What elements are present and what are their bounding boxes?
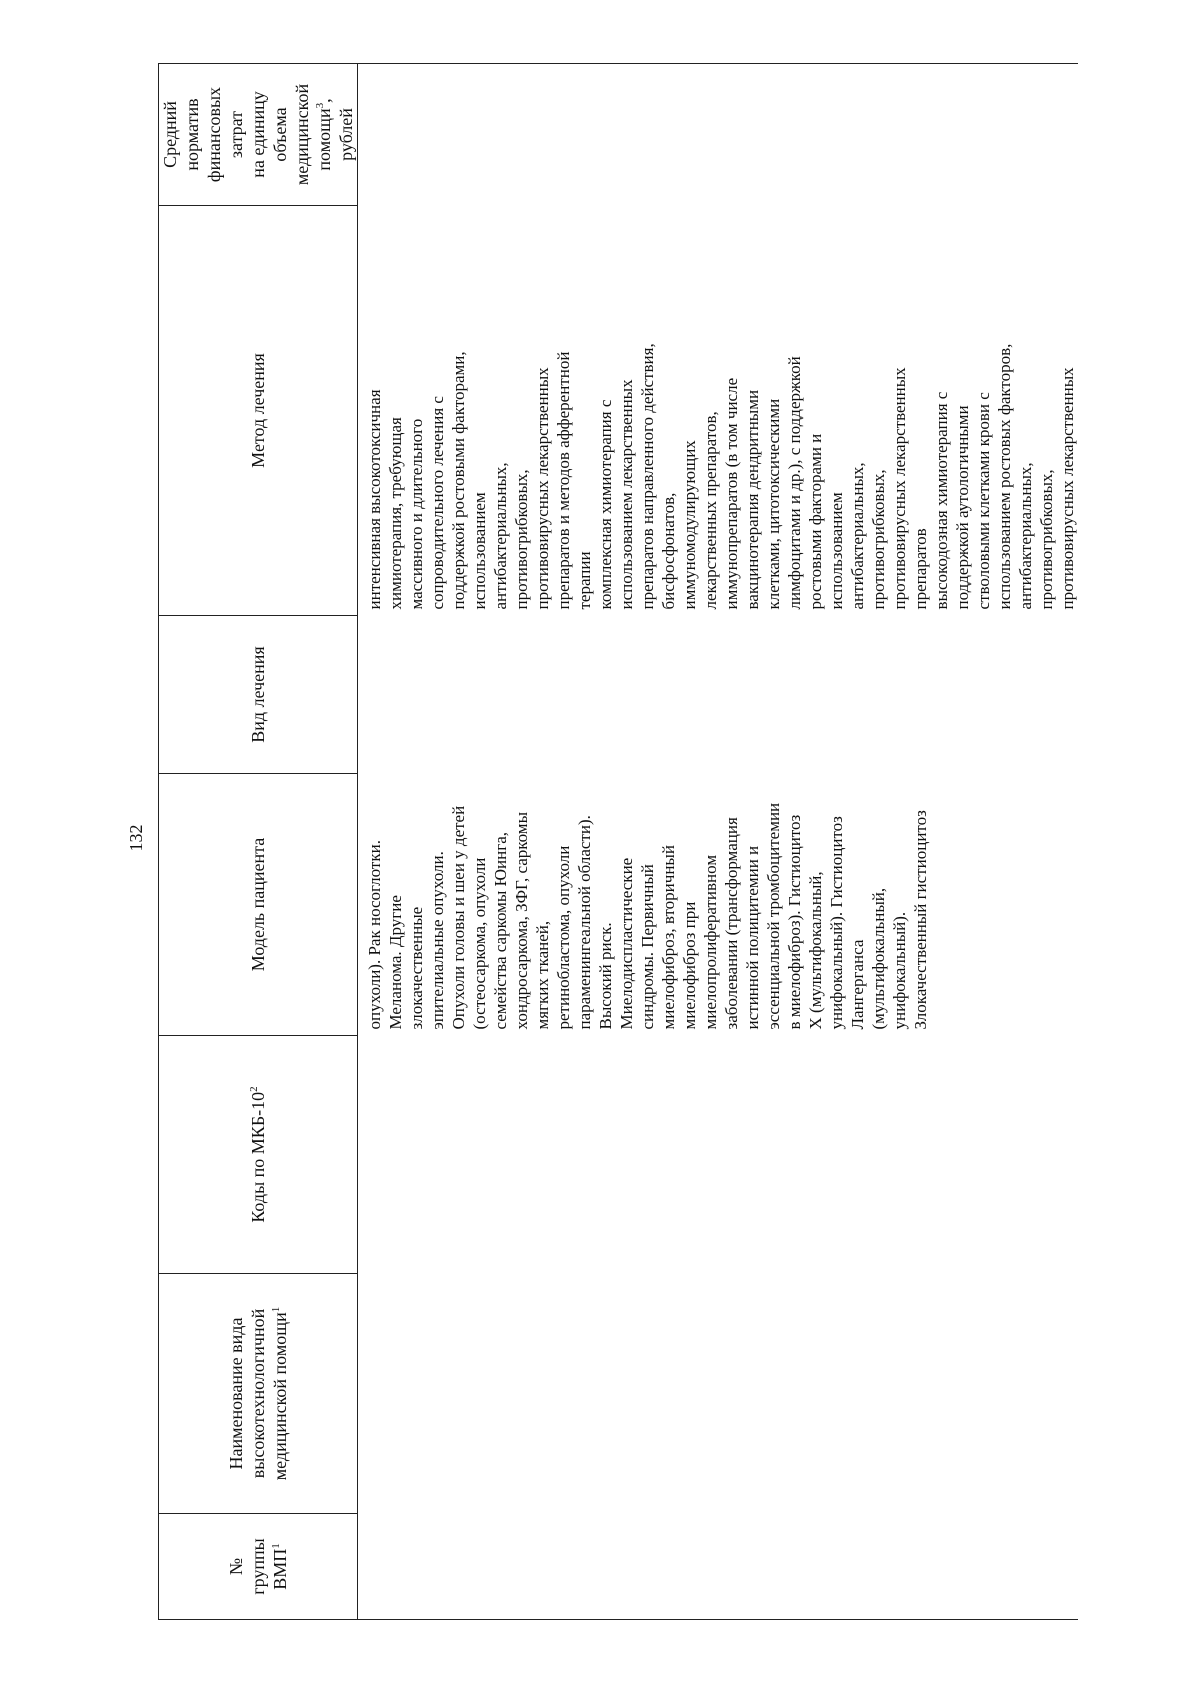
cell-average-cost (358, 64, 1079, 206)
rotated-table-container (158, 64, 1080, 1620)
page-number: 132 (126, 824, 146, 852)
footnote-mark: 1 (270, 1543, 282, 1549)
header-average-cost-unit: , рублей (314, 98, 356, 161)
header-group-number (159, 1514, 358, 1620)
table-header-row (159, 64, 358, 1620)
header-group-number-text: № группы ВМП (226, 1538, 290, 1595)
cell-patient-model (358, 774, 1079, 1036)
patient-model-text: опухоли). Рак носоглотки. Меланома. Другие злокачественные эпителиальные опухоли. Опухоли головы и шеи у детей (остеосаркома, опухоли семейства саркомы Юинга, хондросаркома, ЗФГ, саркомы мягких тканей, ретинобластома, опухоли параменингеальной области). Высокий риск. Миелодиспластические синдромы. Первичный миелофиброз, вторичный миелофиброз при миелопролиферативном заболевании (трансформация истинной полицитемии и эссенциальной тромбоцитемии в миелофиброз). Гистиоцитоз Х (мультифокальный, унифокальный). Гистиоцитоз Лангерганса (мультифокальный, унифокальный). Злокачественный гистиоцитоз (365, 802, 930, 1030)
footnote-mark: 2 (248, 1086, 260, 1092)
header-treatment-type-text: Вид лечения (248, 646, 268, 743)
header-patient-model (159, 774, 358, 1036)
header-treatment-type (159, 616, 358, 774)
header-treatment-method-text: Метод лечения (248, 353, 268, 468)
cell-treatment-method (358, 206, 1079, 616)
cell-icd-codes (358, 1036, 1079, 1274)
header-vmp-name (159, 1274, 358, 1514)
cell-vmp-name (358, 1274, 1079, 1514)
header-average-cost (159, 64, 358, 206)
header-patient-model-text: Модель пациента (248, 837, 268, 972)
header-icd-codes-text: Коды по МКБ-10 (248, 1091, 268, 1223)
footnote-mark: 3 (314, 102, 326, 109)
cell-treatment-type (358, 616, 1079, 774)
vmp-table (158, 63, 1078, 1620)
cell-group-number (358, 1514, 1079, 1620)
header-vmp-name-text: Наименование вида высокотехнологичной медицинской помощи (226, 1308, 290, 1481)
header-treatment-method (159, 206, 358, 616)
treatment-method-text: интенсивная высокотоксичная химиотерапия, требующая массивного и длительного сопроводительного лечения с поддержкой ростовыми факторами, использованием антибактериальных, противогрибковых, противовирусных лекарственных препаратов и методов афферентной терапии комплексная химиотерапия с использованием лекарственных препаратов направленного действия, бисфосфонатов, иммуномодулирующих лекарственных препаратов, иммунопрепаратов (в том числе вакцинотерапия дендритными клетками, цитотоксическими лимфоцитами и др.), с поддержкой ростовыми факторами и использованием антибактериальных, противогрибковых, противовирусных лекарственных препаратов высокодозная химиотерапия с поддержкой аутологичными стволовыми клетками крови с использованием ростовых факторов, антибактериальных, противогрибковых, противовирусных лекарственных (365, 343, 1077, 610)
header-average-cost-text: Средний норматив финансовых затрат на единицу объема медицинской помощи (160, 83, 334, 186)
table-row (358, 64, 1079, 1620)
header-icd-codes (159, 1036, 358, 1274)
footnote-mark: 1 (270, 1306, 282, 1313)
